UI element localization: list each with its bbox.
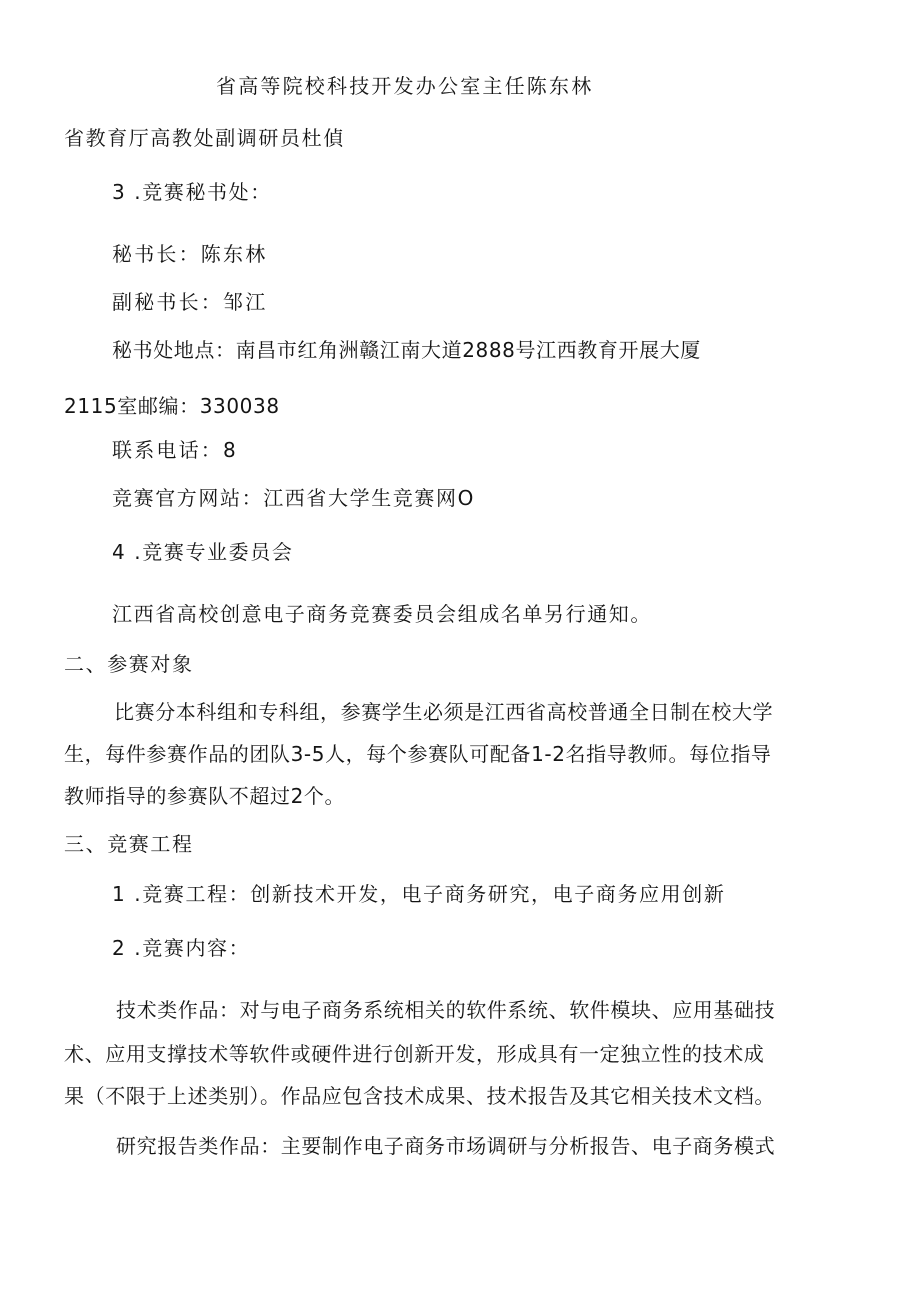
section-heading-secretariat: 3 .竞赛秘书处： bbox=[112, 180, 272, 204]
technical-works-line-1: 技术类作品：对与电子商务系统相关的软件系统、软件模块、应用基础技 bbox=[116, 998, 776, 1022]
technical-works-line-2: 术、应用支撑技术等软件或硬件进行创新开发，形成具有一定独立性的技术成 bbox=[64, 1042, 765, 1066]
participants-paragraph-line-3: 教师指导的参赛队不超过2个。 bbox=[64, 784, 346, 808]
section-heading-committee: 4 .竞赛专业委员会 bbox=[112, 540, 294, 564]
competition-content-heading: 2 .竞赛内容： bbox=[112, 936, 251, 960]
competition-projects-line: 1 .竞赛工程：创新技术开发，电子商务研究，电子商务应用创新 bbox=[112, 882, 726, 906]
committee-member-line-2: 省教育厅高教处副调研员杜偵 bbox=[64, 126, 345, 150]
secretary-general-line: 秘书长：陈东林 bbox=[112, 242, 268, 266]
official-website-line: 竞赛官方网站：江西省大学生竞赛网O bbox=[112, 486, 475, 510]
committee-notice-line: 江西省高校创意电子商务竞赛委员会组成名单另行通知。 bbox=[112, 602, 652, 626]
section-heading-projects: 三、竞赛工程 bbox=[64, 832, 194, 856]
participants-paragraph-line-2: 生，每件参赛作品的团队3-5人，每个参赛队可配备1-2名指导教师。每位指导 bbox=[64, 742, 772, 766]
participants-paragraph-line-1: 比赛分本科组和专科组，参赛学生必须是江西省高校普通全日制在校大学 bbox=[114, 700, 774, 724]
technical-works-line-3: 果（不限于上述类别）。作品应包含技术成果、技术报告及其它相关技术文档。 bbox=[64, 1084, 775, 1108]
research-report-works-line-1: 研究报告类作品：主要制作电子商务市场调研与分析报告、电子商务模式 bbox=[116, 1134, 776, 1158]
secretariat-address-line: 秘书处地点：南昌市红角洲赣江南大道2888号江西教育开展大厦 bbox=[112, 338, 701, 362]
section-heading-participants: 二、参赛对象 bbox=[64, 652, 194, 676]
deputy-secretary-line: 副秘书长：邹江 bbox=[112, 290, 268, 314]
contact-phone-line: 联系电话：8 bbox=[112, 438, 238, 462]
committee-member-line-1: 省高等院校科技开发办公室主任陈东林 bbox=[216, 74, 594, 98]
room-postcode-line: 2115室邮编：330038 bbox=[64, 394, 280, 418]
